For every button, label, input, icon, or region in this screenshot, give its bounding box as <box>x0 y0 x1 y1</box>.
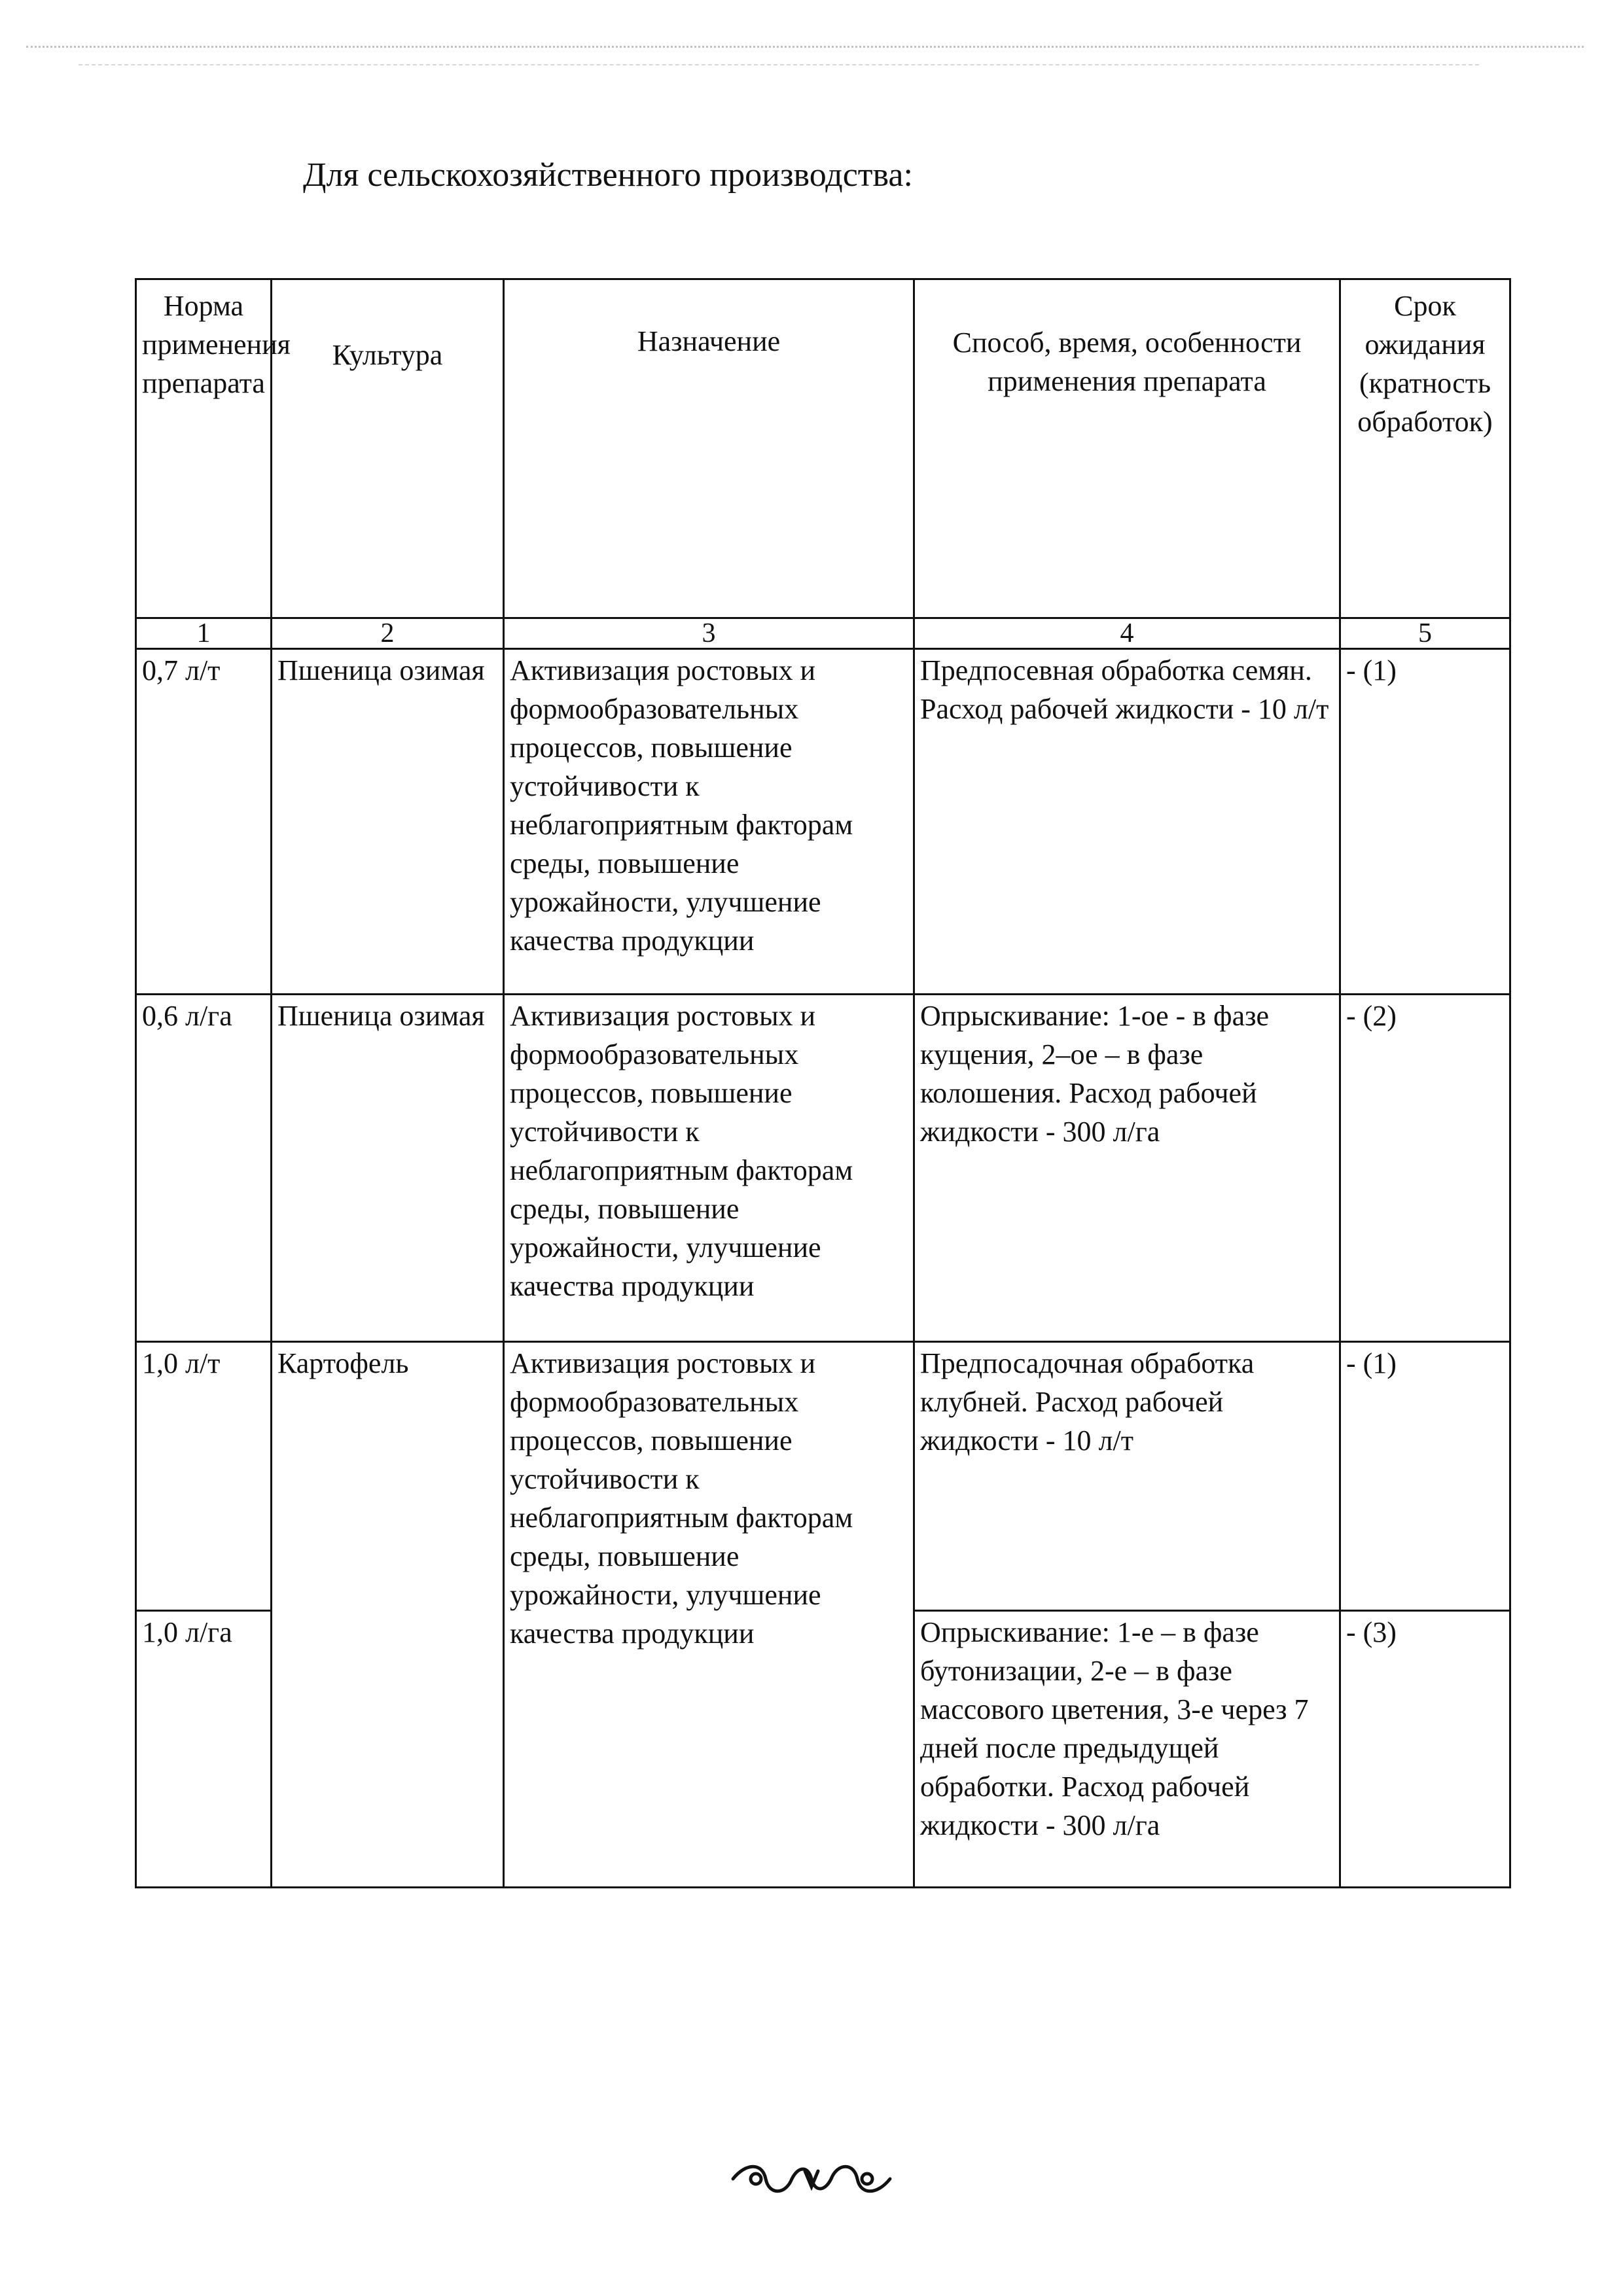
table-header-row <box>136 279 1510 618</box>
header-norm: Норма применения препарата <box>136 279 272 618</box>
method-cell <box>914 1611 1340 1888</box>
norm-value: 0,7 л/т <box>142 654 221 686</box>
scan-artifact-line <box>79 64 1479 68</box>
crop-cell <box>272 1342 504 1888</box>
purpose-cell <box>504 995 914 1342</box>
crop-cell <box>272 649 504 995</box>
norm-cell <box>136 1342 272 1611</box>
norm-cell <box>136 995 272 1342</box>
column-number-row <box>136 618 1510 649</box>
purpose-value: Активизация ростовых и формообразовательных процессов, повышение устойчивости к неблагоприятным факторам среды, повышение урожайности, улучшение качества продукции <box>510 1000 853 1302</box>
method-value: Опрыскивание: 1-ое - в фазе кущения, 2–ое – в фазе колошения. Расход рабочей жидкости - 300 л/га <box>920 1000 1270 1148</box>
crop-value: Пшеница озимая <box>277 1000 485 1032</box>
header-method: Способ, время, особенности применения препарата <box>914 279 1340 618</box>
term-value: - (2) <box>1346 1000 1397 1032</box>
term-cell <box>1340 995 1510 1342</box>
method-value: Предпосадочная обработка клубней. Расход рабочей жидкости - 10 л/т <box>920 1347 1255 1457</box>
method-value: Предпосевная обработка семян. Расход рабочей жидкости - 10 л/т <box>920 654 1329 725</box>
norm-value: 1,0 л/т <box>142 1347 221 1379</box>
header-term: Срок ожидания (кратность обработок) <box>1340 279 1510 618</box>
page-heading: Для сельскохозяйственного производства: <box>303 156 913 194</box>
purpose-value: Активизация ростовых и формообразовательных процессов, повышение устойчивости к неблагоприятным факторам среды, повышение урожайности, улучшение качества продукции <box>510 1347 853 1650</box>
column-number: 1 <box>136 618 272 649</box>
crop-value: Картофель <box>277 1347 409 1379</box>
term-cell <box>1340 1611 1510 1888</box>
header-purpose: Назначение <box>504 279 914 618</box>
table-row <box>136 1342 1510 1611</box>
method-cell <box>914 995 1340 1342</box>
scan-artifact-line <box>26 46 1584 52</box>
column-number: 3 <box>504 618 914 649</box>
method-cell <box>914 649 1340 995</box>
term-cell <box>1340 649 1510 995</box>
purpose-cell <box>504 649 914 995</box>
table-row <box>136 995 1510 1342</box>
method-value: Опрыскивание: 1-е – в фазе бутонизации, 2-е – в фазе массового цветения, 3-е через 7 дней после предыдущей обработки. Расход рабочей жидкости - 300 л/га <box>920 1616 1309 1841</box>
purpose-value: Активизация ростовых и формообразовательных процессов, повышение устойчивости к неблагоприятным факторам среды, повышение урожайности, улучшение качества продукции <box>510 654 853 957</box>
crop-value: Пшеница озимая <box>277 654 485 686</box>
header-crop: Культура <box>272 279 504 618</box>
term-value: - (1) <box>1346 654 1397 686</box>
norm-cell <box>136 649 272 995</box>
term-value: - (3) <box>1346 1616 1397 1648</box>
term-cell <box>1340 1342 1510 1611</box>
crop-cell <box>272 995 504 1342</box>
method-cell <box>914 1342 1340 1611</box>
purpose-cell <box>504 1342 914 1888</box>
norm-value: 1,0 л/га <box>142 1616 232 1648</box>
table-row <box>136 649 1510 995</box>
application-table <box>135 278 1511 1888</box>
norm-cell <box>136 1611 272 1888</box>
norm-value: 0,6 л/га <box>142 1000 232 1032</box>
decorative-ornament-icon <box>726 2159 897 2199</box>
column-number: 2 <box>272 618 504 649</box>
column-number: 5 <box>1340 618 1510 649</box>
column-number: 4 <box>914 618 1340 649</box>
term-value: - (1) <box>1346 1347 1397 1379</box>
